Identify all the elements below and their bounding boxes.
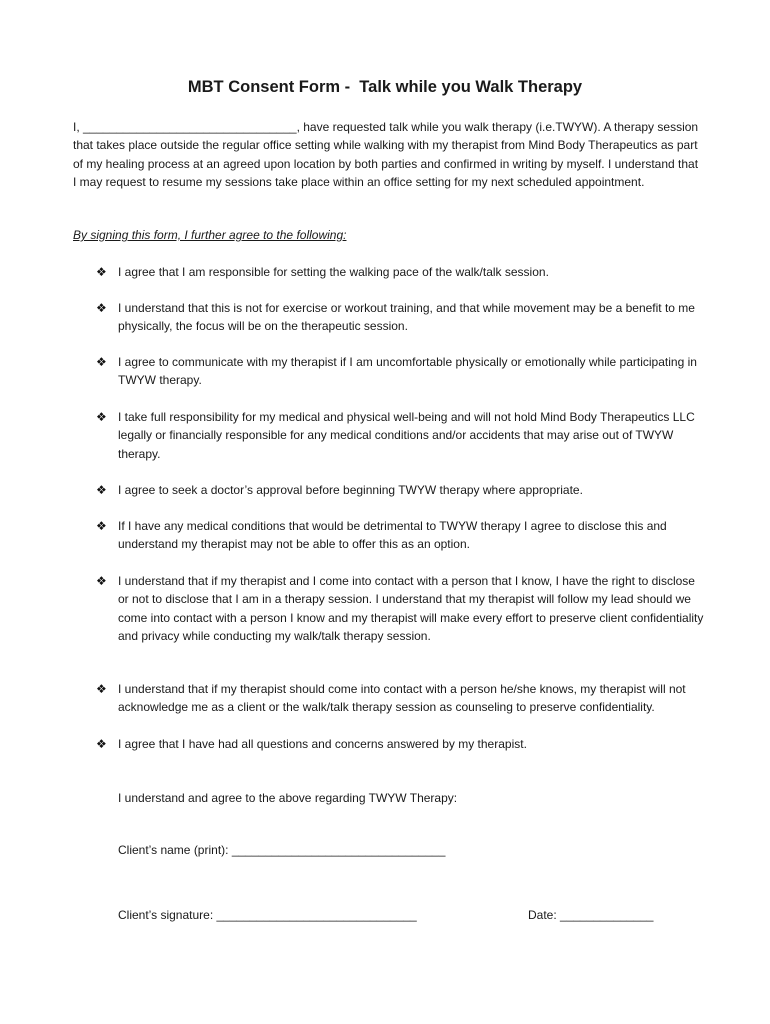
bullet-item-5	[96, 481, 706, 499]
bullet-item-1	[96, 263, 706, 281]
agreement-subheading: By signing this form, I further agree to the following:	[73, 228, 347, 242]
bullet-text: I agree that I have had all questions and concerns answered by my therapist.	[118, 737, 527, 751]
bullet-text: I understand that if my therapist and I come into contact with a person that I know, I have the right to disclose or not to disclose that I am in a therapy session. I understand that my therapist will follow my lead should we come into contact with a person I know and my therapist will make every effort to preserve client confidentiality and privacy while conducting my walk/talk therapy session.	[118, 574, 704, 644]
diamond-bullet-icon: ❖	[96, 301, 107, 315]
diamond-bullet-icon: ❖	[96, 574, 107, 588]
bullet-item-4	[96, 408, 706, 463]
diamond-bullet-icon: ❖	[96, 265, 107, 279]
diamond-bullet-icon: ❖	[96, 519, 107, 533]
bullet-text: I agree that I am responsible for setting the walking pace of the walk/talk session.	[118, 265, 549, 279]
form-title: MBT Consent Form - Talk while you Walk Therapy	[187, 78, 583, 96]
bullet-text: I agree to communicate with my therapist if I am uncomfortable physically or emotionally while participating in TWYW therapy.	[118, 355, 697, 388]
bullet-text: I understand that this is not for exercise or workout training, and that while movement may be a benefit to me physically, the focus will be on the therapeutic session.	[118, 301, 695, 334]
bullet-text: I agree to seek a doctor’s approval before beginning TWYW therapy where appropriate.	[118, 483, 583, 497]
bullet-item-3	[96, 353, 706, 390]
bullet-item-2	[96, 299, 706, 336]
diamond-bullet-icon: ❖	[96, 737, 107, 751]
bullet-item-8	[96, 680, 706, 717]
bullet-text: I take full responsibility for my medical and physical well-being and will not hold Mind Body Therapeutics LLC legally or financially responsible for any medical conditions and/or accidents that may arise out of TWYW therapy.	[118, 410, 695, 461]
bullet-item-7	[96, 572, 706, 646]
agreement-statement: I understand and agree to the above regarding TWYW Therapy:	[118, 791, 458, 805]
intro-paragraph: I, ________________________________, have requested talk while you walk therapy (i.e.TWYW). A therapy session that takes place outside the regular office setting while walking with my therapist from Mind Body Therapeutics as part of my healing process at an agreed upon location by both parties and confirmed in writing by myself. I understand that I may request to resume my sessions take place within an office setting for my next scheduled appointment.	[73, 120, 699, 190]
client-signature-field[interactable]: Client’s signature: ______________________________	[118, 908, 417, 922]
diamond-bullet-icon: ❖	[96, 410, 107, 424]
diamond-bullet-icon: ❖	[96, 355, 107, 369]
diamond-bullet-icon: ❖	[96, 682, 107, 696]
diamond-bullet-icon: ❖	[96, 483, 107, 497]
bullet-item-6	[96, 517, 706, 554]
date-field[interactable]: Date: ______________	[528, 908, 654, 922]
bullet-text: I understand that if my therapist should come into contact with a person he/she knows, my therapist will not acknowledge me as a client or the walk/talk therapy session as counseling to preserve confidentiality.	[118, 682, 686, 715]
client-name-field[interactable]: Client’s name (print): ________________________________	[118, 843, 446, 857]
bullet-text: If I have any medical conditions that would be detrimental to TWYW therapy I agree to disclose this and understand my therapist may not be able to offer this as an option.	[118, 519, 667, 552]
bullet-item-9	[96, 735, 706, 753]
